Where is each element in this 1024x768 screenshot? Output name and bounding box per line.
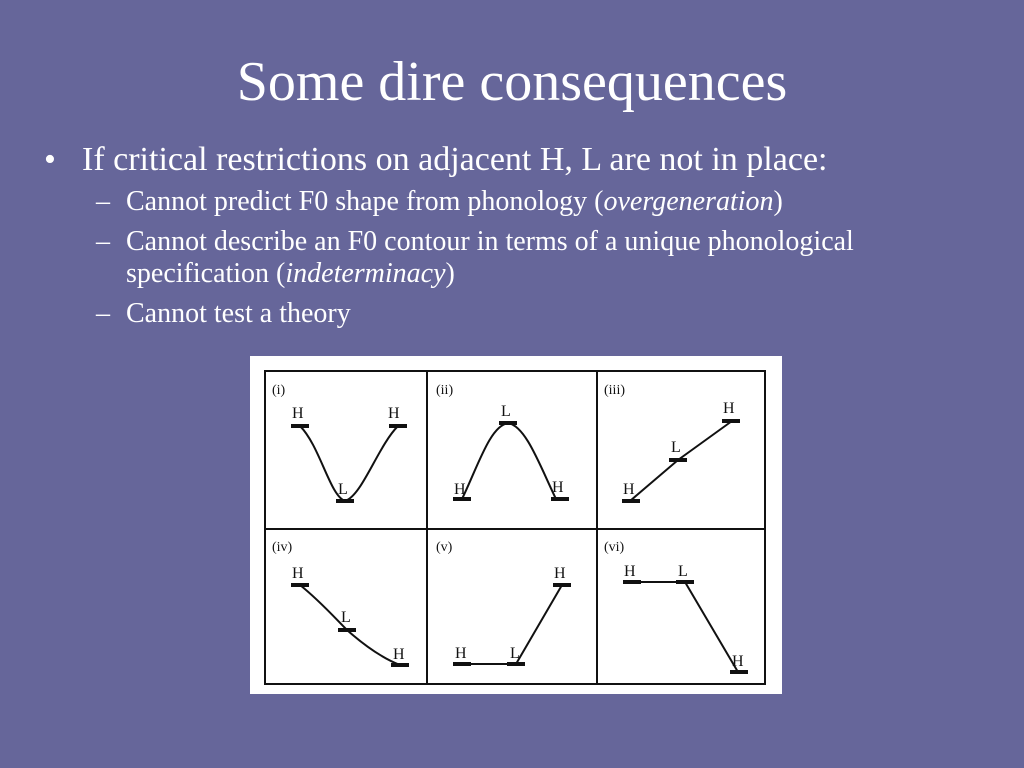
tone-target-high (553, 583, 571, 587)
panel-label: (iii) (604, 383, 625, 398)
sub-bullet-list (96, 186, 984, 330)
panel-label: (v) (436, 540, 453, 555)
sub-bullet-emphasis: overgeneration (603, 186, 774, 217)
panel-v (436, 540, 571, 666)
sub-bullet-text: Cannot predict F0 shape from phonology ( (126, 186, 604, 217)
panel-label: (iv) (272, 540, 293, 555)
tone-label-h: H (455, 645, 467, 662)
sub-bullet-text: Cannot test a theory (126, 298, 351, 329)
tone-label-h: H (554, 565, 566, 582)
sub-bullet-item (96, 186, 984, 218)
tone-target-low (336, 499, 354, 503)
tone-label-h: H (454, 481, 466, 498)
bullet-item (44, 140, 984, 180)
tone-target-low (499, 421, 517, 425)
panel-label: (i) (272, 383, 286, 398)
tone-target-high (391, 663, 409, 667)
tone-target-high (453, 662, 471, 666)
panel-label: (ii) (436, 383, 454, 398)
f0-curve (300, 426, 398, 501)
tone-label-h: H (624, 563, 636, 580)
tone-target-high (622, 499, 640, 503)
tone-label-h: H (292, 405, 304, 422)
bullet-marker: • (44, 141, 56, 178)
tone-target-high (730, 670, 748, 674)
tone-target-high (291, 424, 309, 428)
sub-bullet-emphasis: indeterminacy (285, 258, 446, 289)
sub-bullet-marker: – (96, 226, 110, 257)
tone-target-high (722, 419, 740, 423)
f0-contour-figure (250, 356, 782, 694)
tone-label-l: L (678, 563, 688, 580)
tone-target-high (551, 497, 569, 501)
panel-iv (272, 540, 409, 667)
f0-contour-diagram (250, 356, 782, 694)
figure-frame (265, 371, 765, 684)
tone-target-high (291, 583, 309, 587)
panel-i (272, 383, 407, 503)
tone-label-h: H (723, 400, 735, 417)
tone-label-l: L (501, 403, 511, 420)
tone-label-l: L (338, 481, 348, 498)
tone-label-h: H (552, 479, 564, 496)
sub-bullet-marker: – (96, 186, 110, 217)
sub-bullet-suffix: ) (773, 186, 783, 217)
tone-label-l: L (510, 645, 520, 662)
sub-bullet-item (96, 226, 984, 290)
f0-curve (632, 582, 738, 672)
f0-curve (462, 423, 556, 499)
tone-label-l: L (341, 609, 351, 626)
sub-bullet-suffix: ) (445, 258, 455, 289)
tone-target-low (676, 580, 694, 584)
tone-target-low (507, 662, 525, 666)
tone-target-high (389, 424, 407, 428)
tone-label-l: L (671, 439, 681, 456)
panel-label: (vi) (604, 540, 625, 555)
tone-target-high (623, 580, 641, 584)
panel-ii (436, 383, 569, 501)
sub-bullet-text: Cannot describe an F0 contour in terms of a unique phonological specification ( (126, 226, 854, 289)
tone-label-h: H (623, 481, 635, 498)
sub-bullet-marker: – (96, 298, 110, 329)
tone-label-h: H (292, 565, 304, 582)
bullet-list (44, 140, 984, 338)
slide-title: Some dire consequences (236, 51, 788, 113)
tone-label-h: H (732, 653, 744, 670)
sub-bullet-item (96, 298, 984, 330)
panel-vi (604, 540, 748, 674)
bullet-text: If critical restrictions on adjacent H, L are not in place: (82, 141, 828, 178)
tone-label-h: H (393, 646, 405, 663)
panel-iii (604, 383, 740, 503)
tone-label-h: H (388, 405, 400, 422)
tone-target-low (669, 458, 687, 462)
tone-target-low (338, 628, 356, 632)
